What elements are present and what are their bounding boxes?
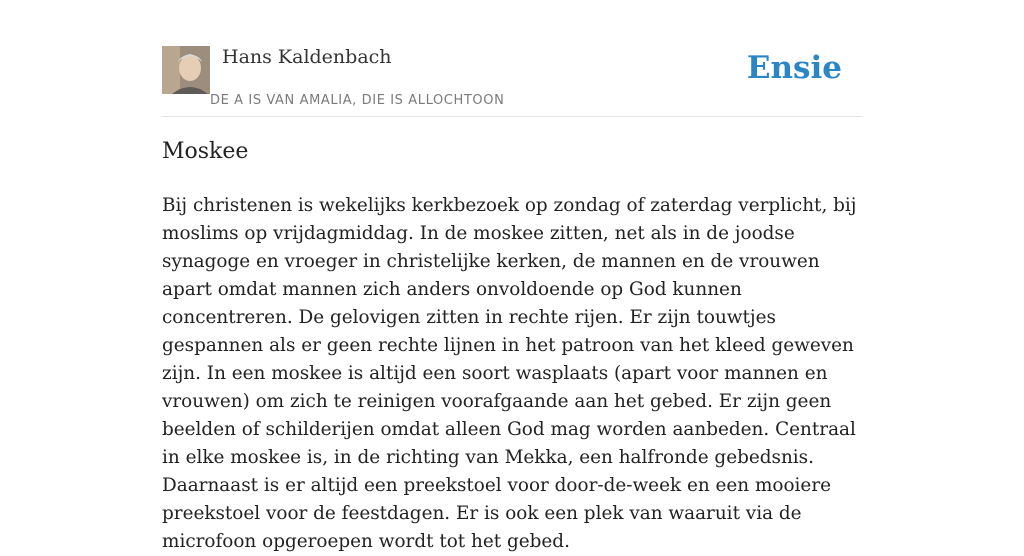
article-title: Moskee (162, 139, 249, 164)
article-header (162, 46, 862, 117)
author-avatar[interactable] (162, 46, 210, 94)
avatar-portrait-image (162, 46, 210, 94)
brand-logo[interactable]: Ensie (746, 50, 842, 86)
article-body: Bij christenen is wekelijks kerkbezoek op zondag of zaterdag verplicht, bij moslims op vrijdagmiddag. In de moskee zitten, net als in de joodse synagoge en vroeger in christelijke kerken, de mannen en de vrouwen apart omdat mannen zich anders onvoldoende op God kunnen concentreren. De gelovigen zitten in rechte rijen. Er zijn touwtjes gespannen als er geen rechte lijnen in het patroon van het kleed geweven zijn. In een moskee is altijd een soort wasplaats (apart voor mannen en vrouwen) om zich te reinigen voorafgaande aan het gebed. Er zijn geen beelden of schilderijen omdat alleen God mag worden aanbeden. Centraal in elke moskee is, in de richting van Mekka, een halfronde gebedsnis. Daarnaast is er altijd een preekstoel voor door-de-week en een mooiere preekstoel voor de feestdagen. Er is ook een plek van waaruit via de microfoon opgeroepen wordt tot het gebed. (162, 195, 857, 552)
author-tagline: DE A IS VAN AMALIA, DIE IS ALLOCHTOON (210, 93, 505, 108)
author-name[interactable]: Hans Kaldenbach (222, 46, 392, 68)
